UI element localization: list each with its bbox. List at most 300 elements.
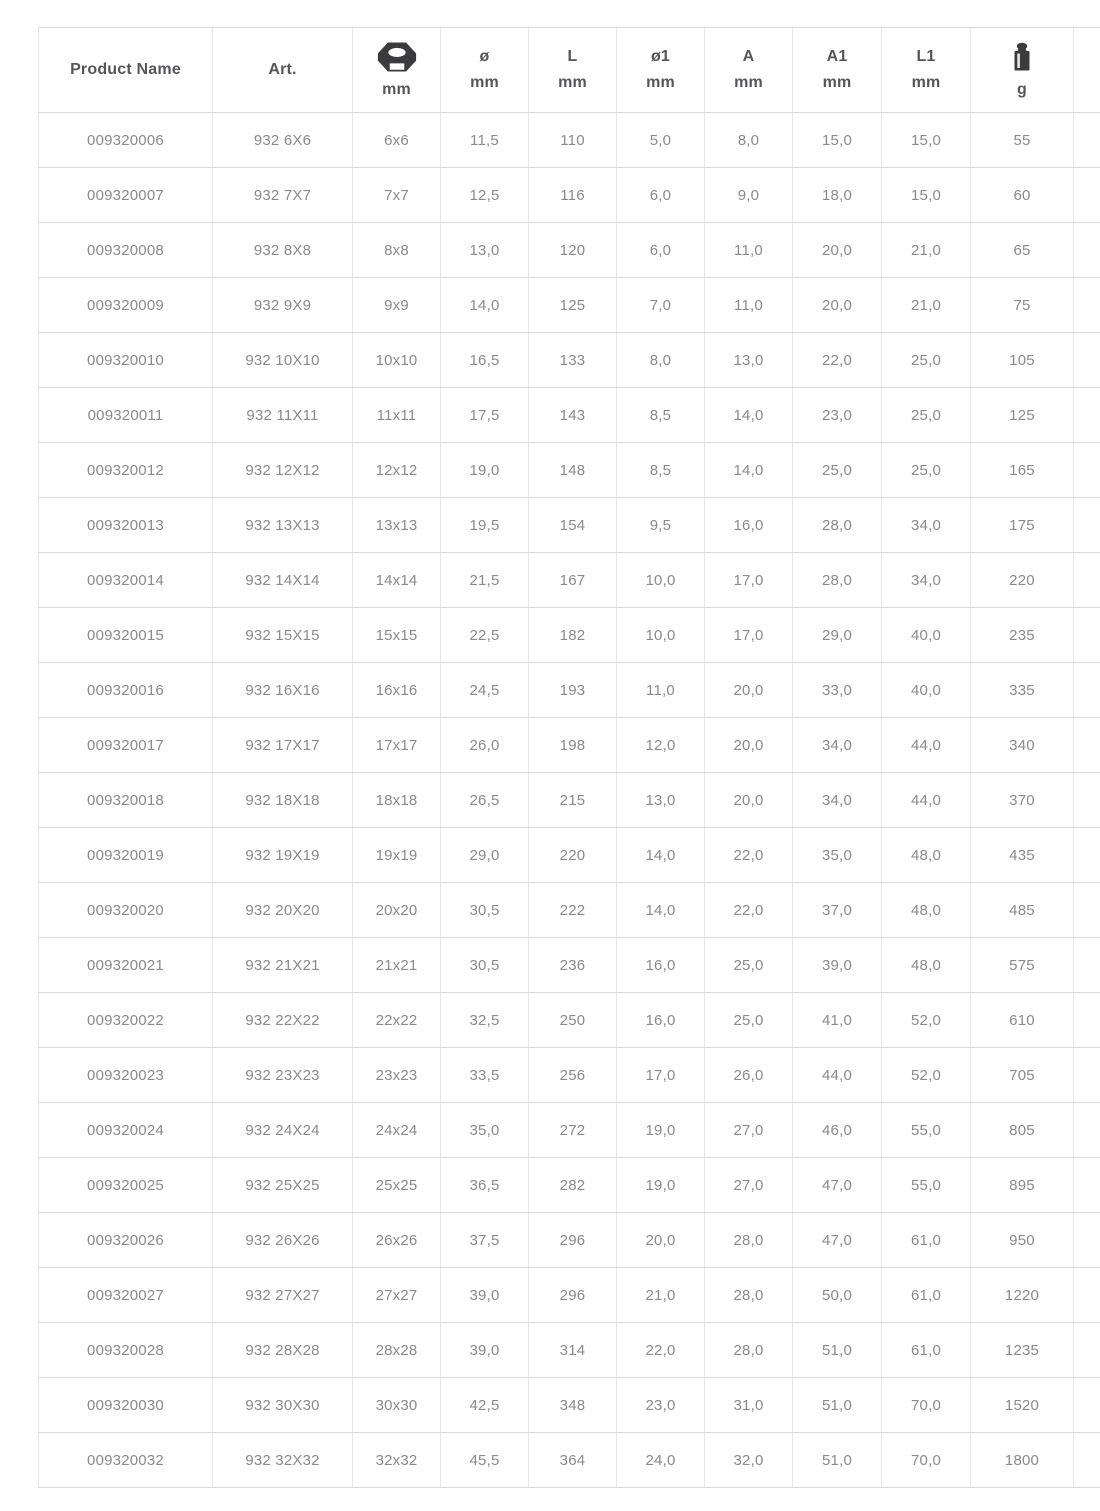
table-cell: 895 — [971, 1158, 1074, 1212]
table-cell: 009320016 — [39, 663, 213, 717]
table-cell-empty — [1074, 608, 1100, 662]
table-cell: 50,0 — [793, 1268, 882, 1322]
table-cell: 805 — [971, 1103, 1074, 1157]
table-cell: 165 — [971, 443, 1074, 497]
table-cell: 009320020 — [39, 883, 213, 937]
table-cell: 9,0 — [705, 168, 793, 222]
table-row — [39, 773, 1100, 828]
table-cell: 950 — [971, 1213, 1074, 1267]
table-cell: 27,0 — [705, 1158, 793, 1212]
table-cell: 125 — [529, 278, 617, 332]
table-cell: 11,0 — [617, 663, 705, 717]
column-label: Art. — [268, 60, 297, 78]
table-cell: 009320030 — [39, 1378, 213, 1432]
column-unit: mm — [470, 73, 499, 91]
table-cell: 19,0 — [617, 1103, 705, 1157]
table-cell: 13,0 — [617, 773, 705, 827]
column-unit: mm — [558, 73, 587, 91]
table-cell: 705 — [971, 1048, 1074, 1102]
table-cell: 70,0 — [882, 1433, 971, 1487]
table-cell: 7,0 — [617, 278, 705, 332]
table-cell: 175 — [971, 498, 1074, 552]
table-cell: 009320018 — [39, 773, 213, 827]
table-cell: 932 10X10 — [213, 333, 353, 387]
table-cell: 932 21X21 — [213, 938, 353, 992]
table-cell: 282 — [529, 1158, 617, 1212]
table-cell: 17,5 — [441, 388, 529, 442]
table-cell: 51,0 — [793, 1323, 882, 1377]
table-cell: 14,0 — [617, 828, 705, 882]
table-cell: 18,0 — [793, 168, 882, 222]
table-cell: 24,0 — [617, 1433, 705, 1487]
table-cell: 116 — [529, 168, 617, 222]
table-cell: 19,0 — [441, 443, 529, 497]
table-cell: 30x30 — [353, 1378, 441, 1432]
table-cell-empty — [1074, 1323, 1100, 1377]
table-cell: 28,0 — [705, 1323, 793, 1377]
table-cell: 932 19X19 — [213, 828, 353, 882]
table-cell: 35,0 — [441, 1103, 529, 1157]
table-cell: 25,0 — [882, 443, 971, 497]
table-cell: 26,0 — [441, 718, 529, 772]
table-cell: 61,0 — [882, 1213, 971, 1267]
table-cell: 40,0 — [882, 608, 971, 662]
table-cell: 35,0 — [793, 828, 882, 882]
table-cell: 75 — [971, 278, 1074, 332]
table-cell: 24x24 — [353, 1103, 441, 1157]
table-cell: 28,0 — [793, 498, 882, 552]
table-cell: 61,0 — [882, 1323, 971, 1377]
table-cell: 8,0 — [705, 113, 793, 167]
table-cell: 932 16X16 — [213, 663, 353, 717]
table-cell: 11,0 — [705, 223, 793, 277]
table-cell: 42,5 — [441, 1378, 529, 1432]
table-row — [39, 718, 1100, 773]
table-row — [39, 443, 1100, 498]
table-row — [39, 883, 1100, 938]
table-cell: 34,0 — [882, 498, 971, 552]
table-cell: 27x27 — [353, 1268, 441, 1322]
table-cell: 70,0 — [882, 1378, 971, 1432]
table-cell: 14,0 — [441, 278, 529, 332]
table-cell: 19x19 — [353, 828, 441, 882]
table-cell: 36,5 — [441, 1158, 529, 1212]
table-row — [39, 993, 1100, 1048]
table-cell: 26x26 — [353, 1213, 441, 1267]
table-cell: 27,0 — [705, 1103, 793, 1157]
column-unit: mm — [734, 73, 763, 91]
table-cell-empty — [1074, 333, 1100, 387]
table-cell: 009320021 — [39, 938, 213, 992]
column-label: A — [742, 48, 755, 66]
table-cell: 21,0 — [882, 278, 971, 332]
table-cell-empty — [1074, 1268, 1100, 1322]
table-cell: 10,0 — [617, 608, 705, 662]
table-cell: 28,0 — [705, 1268, 793, 1322]
table-cell: 20,0 — [705, 773, 793, 827]
table-cell: 25,0 — [882, 333, 971, 387]
table-cell-empty — [1074, 1048, 1100, 1102]
table-cell: 215 — [529, 773, 617, 827]
table-cell: 6,0 — [617, 223, 705, 277]
table-cell: 37,0 — [793, 883, 882, 937]
table-cell: 12,0 — [617, 718, 705, 772]
table-cell: 22,0 — [617, 1323, 705, 1377]
table-cell-empty — [1074, 883, 1100, 937]
table-cell: 009320024 — [39, 1103, 213, 1157]
table-row — [39, 938, 1100, 993]
table-cell: 009320014 — [39, 553, 213, 607]
table-cell: 009320015 — [39, 608, 213, 662]
table-cell: 25,0 — [882, 388, 971, 442]
table-cell: 55 — [971, 113, 1074, 167]
table-cell: 1800 — [971, 1433, 1074, 1487]
table-cell: 23x23 — [353, 1048, 441, 1102]
column-header — [441, 28, 529, 112]
column-header — [617, 28, 705, 112]
table-cell: 32,0 — [705, 1433, 793, 1487]
column-unit: g — [1017, 81, 1027, 99]
table-cell-empty — [1074, 278, 1100, 332]
table-cell: 25,0 — [793, 443, 882, 497]
column-label: A1 — [826, 48, 848, 66]
table-cell: 22,0 — [705, 828, 793, 882]
table-cell-empty — [1074, 663, 1100, 717]
table-cell: 22,0 — [793, 333, 882, 387]
table-row — [39, 608, 1100, 663]
table-cell: 009320011 — [39, 388, 213, 442]
table-cell: 009320026 — [39, 1213, 213, 1267]
table-cell: 32x32 — [353, 1433, 441, 1487]
table-cell: 8,0 — [617, 333, 705, 387]
table-header-row — [39, 28, 1100, 113]
table-cell: 932 15X15 — [213, 608, 353, 662]
table-cell: 20,0 — [793, 278, 882, 332]
table-row — [39, 113, 1100, 168]
table-cell: 009320032 — [39, 1433, 213, 1487]
table-cell: 39,0 — [441, 1268, 529, 1322]
table-cell: 34,0 — [882, 553, 971, 607]
table-cell: 340 — [971, 718, 1074, 772]
table-cell: 125 — [971, 388, 1074, 442]
table-cell: 272 — [529, 1103, 617, 1157]
table-cell: 52,0 — [882, 1048, 971, 1102]
table-cell: 009320006 — [39, 113, 213, 167]
table-cell: 1220 — [971, 1268, 1074, 1322]
table-cell: 236 — [529, 938, 617, 992]
weight-icon — [1011, 40, 1033, 74]
column-label: L — [567, 48, 578, 66]
table-cell: 11x11 — [353, 388, 441, 442]
table-cell: 39,0 — [793, 938, 882, 992]
table-row — [39, 278, 1100, 333]
table-cell: 932 13X13 — [213, 498, 353, 552]
table-cell: 37,5 — [441, 1213, 529, 1267]
table-cell: 256 — [529, 1048, 617, 1102]
table-cell: 39,0 — [441, 1323, 529, 1377]
table-cell: 24,5 — [441, 663, 529, 717]
table-cell: 11,5 — [441, 113, 529, 167]
table-cell-empty — [1074, 168, 1100, 222]
column-header — [971, 28, 1074, 112]
table-cell: 120 — [529, 223, 617, 277]
table-cell: 009320013 — [39, 498, 213, 552]
table-cell: 18x18 — [353, 773, 441, 827]
table-cell: 32,5 — [441, 993, 529, 1047]
table-cell: 21,5 — [441, 553, 529, 607]
table-cell: 48,0 — [882, 883, 971, 937]
table-cell: 19,5 — [441, 498, 529, 552]
table-cell: 25,0 — [705, 993, 793, 1047]
table-cell: 009320019 — [39, 828, 213, 882]
column-label: ø — [479, 48, 490, 66]
table-cell: 348 — [529, 1378, 617, 1432]
column-header — [529, 28, 617, 112]
table-cell: 220 — [971, 553, 1074, 607]
table-cell: 29,0 — [793, 608, 882, 662]
table-cell: 932 28X28 — [213, 1323, 353, 1377]
table-cell: 009320023 — [39, 1048, 213, 1102]
column-label: ø1 — [650, 48, 671, 66]
table-cell: 47,0 — [793, 1158, 882, 1212]
table-cell-empty — [1074, 553, 1100, 607]
table-cell: 14,0 — [705, 443, 793, 497]
table-cell: 55,0 — [882, 1103, 971, 1157]
table-cell: 13,0 — [705, 333, 793, 387]
table-cell: 44,0 — [882, 718, 971, 772]
table-cell: 220 — [529, 828, 617, 882]
column-label: Product Name — [70, 60, 181, 78]
table-cell: 932 18X18 — [213, 773, 353, 827]
table-cell: 16,0 — [705, 498, 793, 552]
table-cell: 48,0 — [882, 938, 971, 992]
table-cell: 29,0 — [441, 828, 529, 882]
column-header — [793, 28, 882, 112]
table-cell: 20,0 — [705, 663, 793, 717]
table-cell: 25x25 — [353, 1158, 441, 1212]
table-cell: 009320022 — [39, 993, 213, 1047]
table-cell: 28,0 — [793, 553, 882, 607]
table-cell: 110 — [529, 113, 617, 167]
table-cell: 1235 — [971, 1323, 1074, 1377]
table-cell: 370 — [971, 773, 1074, 827]
table-cell: 5,0 — [617, 113, 705, 167]
table-cell: 14,0 — [617, 883, 705, 937]
table-cell: 9,5 — [617, 498, 705, 552]
table-cell-empty — [1074, 443, 1100, 497]
column-header — [213, 28, 353, 112]
table-cell: 435 — [971, 828, 1074, 882]
product-table — [38, 27, 1100, 1488]
table-cell: 8,5 — [617, 443, 705, 497]
table-cell: 15x15 — [353, 608, 441, 662]
table-cell-empty — [1074, 993, 1100, 1047]
table-cell: 17,0 — [705, 608, 793, 662]
table-cell: 17,0 — [617, 1048, 705, 1102]
column-header — [39, 28, 213, 112]
table-row — [39, 1158, 1100, 1213]
table-cell: 20,0 — [793, 223, 882, 277]
table-cell: 15,0 — [793, 113, 882, 167]
table-cell: 133 — [529, 333, 617, 387]
hex-nut-icon — [377, 40, 417, 74]
table-cell: 932 9X9 — [213, 278, 353, 332]
table-cell: 16,5 — [441, 333, 529, 387]
table-cell-empty — [1074, 938, 1100, 992]
table-cell: 34,0 — [793, 718, 882, 772]
table-cell: 485 — [971, 883, 1074, 937]
table-cell: 932 24X24 — [213, 1103, 353, 1157]
table-cell: 932 12X12 — [213, 443, 353, 497]
table-row — [39, 1433, 1100, 1488]
table-cell-empty — [1074, 1378, 1100, 1432]
table-cell: 296 — [529, 1213, 617, 1267]
table-row — [39, 828, 1100, 883]
table-cell: 34,0 — [793, 773, 882, 827]
table-cell: 23,0 — [793, 388, 882, 442]
table-cell: 20x20 — [353, 883, 441, 937]
table-cell: 16x16 — [353, 663, 441, 717]
table-cell: 932 32X32 — [213, 1433, 353, 1487]
table-cell: 314 — [529, 1323, 617, 1377]
table-cell: 932 7X7 — [213, 168, 353, 222]
table-cell: 143 — [529, 388, 617, 442]
table-cell-empty — [1074, 1103, 1100, 1157]
table-cell: 932 27X27 — [213, 1268, 353, 1322]
table-cell: 13,0 — [441, 223, 529, 277]
table-cell: 7x7 — [353, 168, 441, 222]
table-cell: 932 22X22 — [213, 993, 353, 1047]
table-cell: 22,5 — [441, 608, 529, 662]
table-cell: 009320010 — [39, 333, 213, 387]
table-cell: 40,0 — [882, 663, 971, 717]
table-cell-empty — [1074, 773, 1100, 827]
table-cell: 8,5 — [617, 388, 705, 442]
table-cell: 61,0 — [882, 1268, 971, 1322]
table-cell: 16,0 — [617, 938, 705, 992]
table-cell: 009320007 — [39, 168, 213, 222]
table-cell: 154 — [529, 498, 617, 552]
table-cell: 222 — [529, 883, 617, 937]
table-cell: 575 — [971, 938, 1074, 992]
table-cell: 26,0 — [705, 1048, 793, 1102]
table-cell: 44,0 — [882, 773, 971, 827]
table-cell: 33,0 — [793, 663, 882, 717]
table-cell-empty — [1074, 223, 1100, 277]
table-row — [39, 223, 1100, 278]
table-cell: 12,5 — [441, 168, 529, 222]
table-cell: 14x14 — [353, 553, 441, 607]
table-cell: 31,0 — [705, 1378, 793, 1432]
table-cell: 009320008 — [39, 223, 213, 277]
table-cell: 932 23X23 — [213, 1048, 353, 1102]
table-cell: 23,0 — [617, 1378, 705, 1432]
table-cell: 17,0 — [705, 553, 793, 607]
table-row — [39, 1048, 1100, 1103]
table-cell: 009320027 — [39, 1268, 213, 1322]
table-cell: 250 — [529, 993, 617, 1047]
table-cell: 17x17 — [353, 718, 441, 772]
table-cell: 6,0 — [617, 168, 705, 222]
table-cell: 46,0 — [793, 1103, 882, 1157]
table-cell: 48,0 — [882, 828, 971, 882]
table-cell: 28,0 — [705, 1213, 793, 1267]
table-cell: 009320025 — [39, 1158, 213, 1212]
table-row — [39, 168, 1100, 223]
table-cell: 51,0 — [793, 1433, 882, 1487]
table-cell: 25,0 — [705, 938, 793, 992]
table-cell: 009320028 — [39, 1323, 213, 1377]
table-cell: 10x10 — [353, 333, 441, 387]
table-cell: 009320017 — [39, 718, 213, 772]
table-cell: 335 — [971, 663, 1074, 717]
table-cell: 009320009 — [39, 278, 213, 332]
table-cell: 932 30X30 — [213, 1378, 353, 1432]
table-cell: 198 — [529, 718, 617, 772]
column-header — [353, 28, 441, 112]
table-cell: 20,0 — [705, 718, 793, 772]
table-cell: 932 17X17 — [213, 718, 353, 772]
column-unit: mm — [822, 73, 852, 91]
table-cell: 44,0 — [793, 1048, 882, 1102]
table-cell: 932 8X8 — [213, 223, 353, 277]
table-cell: 182 — [529, 608, 617, 662]
table-row — [39, 1323, 1100, 1378]
table-cell: 65 — [971, 223, 1074, 277]
table-cell-empty — [1074, 1158, 1100, 1212]
table-cell: 52,0 — [882, 993, 971, 1047]
table-cell: 9x9 — [353, 278, 441, 332]
table-cell-empty — [1074, 113, 1100, 167]
table-cell: 610 — [971, 993, 1074, 1047]
table-cell: 16,0 — [617, 993, 705, 1047]
table-cell: 33,5 — [441, 1048, 529, 1102]
table-cell: 167 — [529, 553, 617, 607]
column-header — [882, 28, 971, 112]
table-cell-empty — [1074, 1213, 1100, 1267]
table-cell: 22x22 — [353, 993, 441, 1047]
table-row — [39, 1103, 1100, 1158]
table-cell: 22,0 — [705, 883, 793, 937]
table-cell: 21,0 — [882, 223, 971, 277]
table-row — [39, 1268, 1100, 1323]
table-cell: 009320012 — [39, 443, 213, 497]
table-cell-empty — [1074, 388, 1100, 442]
table-cell: 28x28 — [353, 1323, 441, 1377]
table-cell: 932 14X14 — [213, 553, 353, 607]
table-cell-empty — [1074, 828, 1100, 882]
table-cell: 6x6 — [353, 113, 441, 167]
table-cell: 15,0 — [882, 168, 971, 222]
table-cell: 51,0 — [793, 1378, 882, 1432]
table-row — [39, 553, 1100, 608]
table-cell: 148 — [529, 443, 617, 497]
table-cell: 13x13 — [353, 498, 441, 552]
table-cell: 12x12 — [353, 443, 441, 497]
table-cell: 30,5 — [441, 883, 529, 937]
table-row — [39, 498, 1100, 553]
table-cell: 364 — [529, 1433, 617, 1487]
table-cell: 932 6X6 — [213, 113, 353, 167]
table-cell: 45,5 — [441, 1433, 529, 1487]
table-cell: 105 — [971, 333, 1074, 387]
column-unit: mm — [382, 81, 411, 99]
column-header — [705, 28, 793, 112]
table-cell: 1520 — [971, 1378, 1074, 1432]
table-cell: 932 25X25 — [213, 1158, 353, 1212]
table-cell: 296 — [529, 1268, 617, 1322]
table-cell: 10,0 — [617, 553, 705, 607]
